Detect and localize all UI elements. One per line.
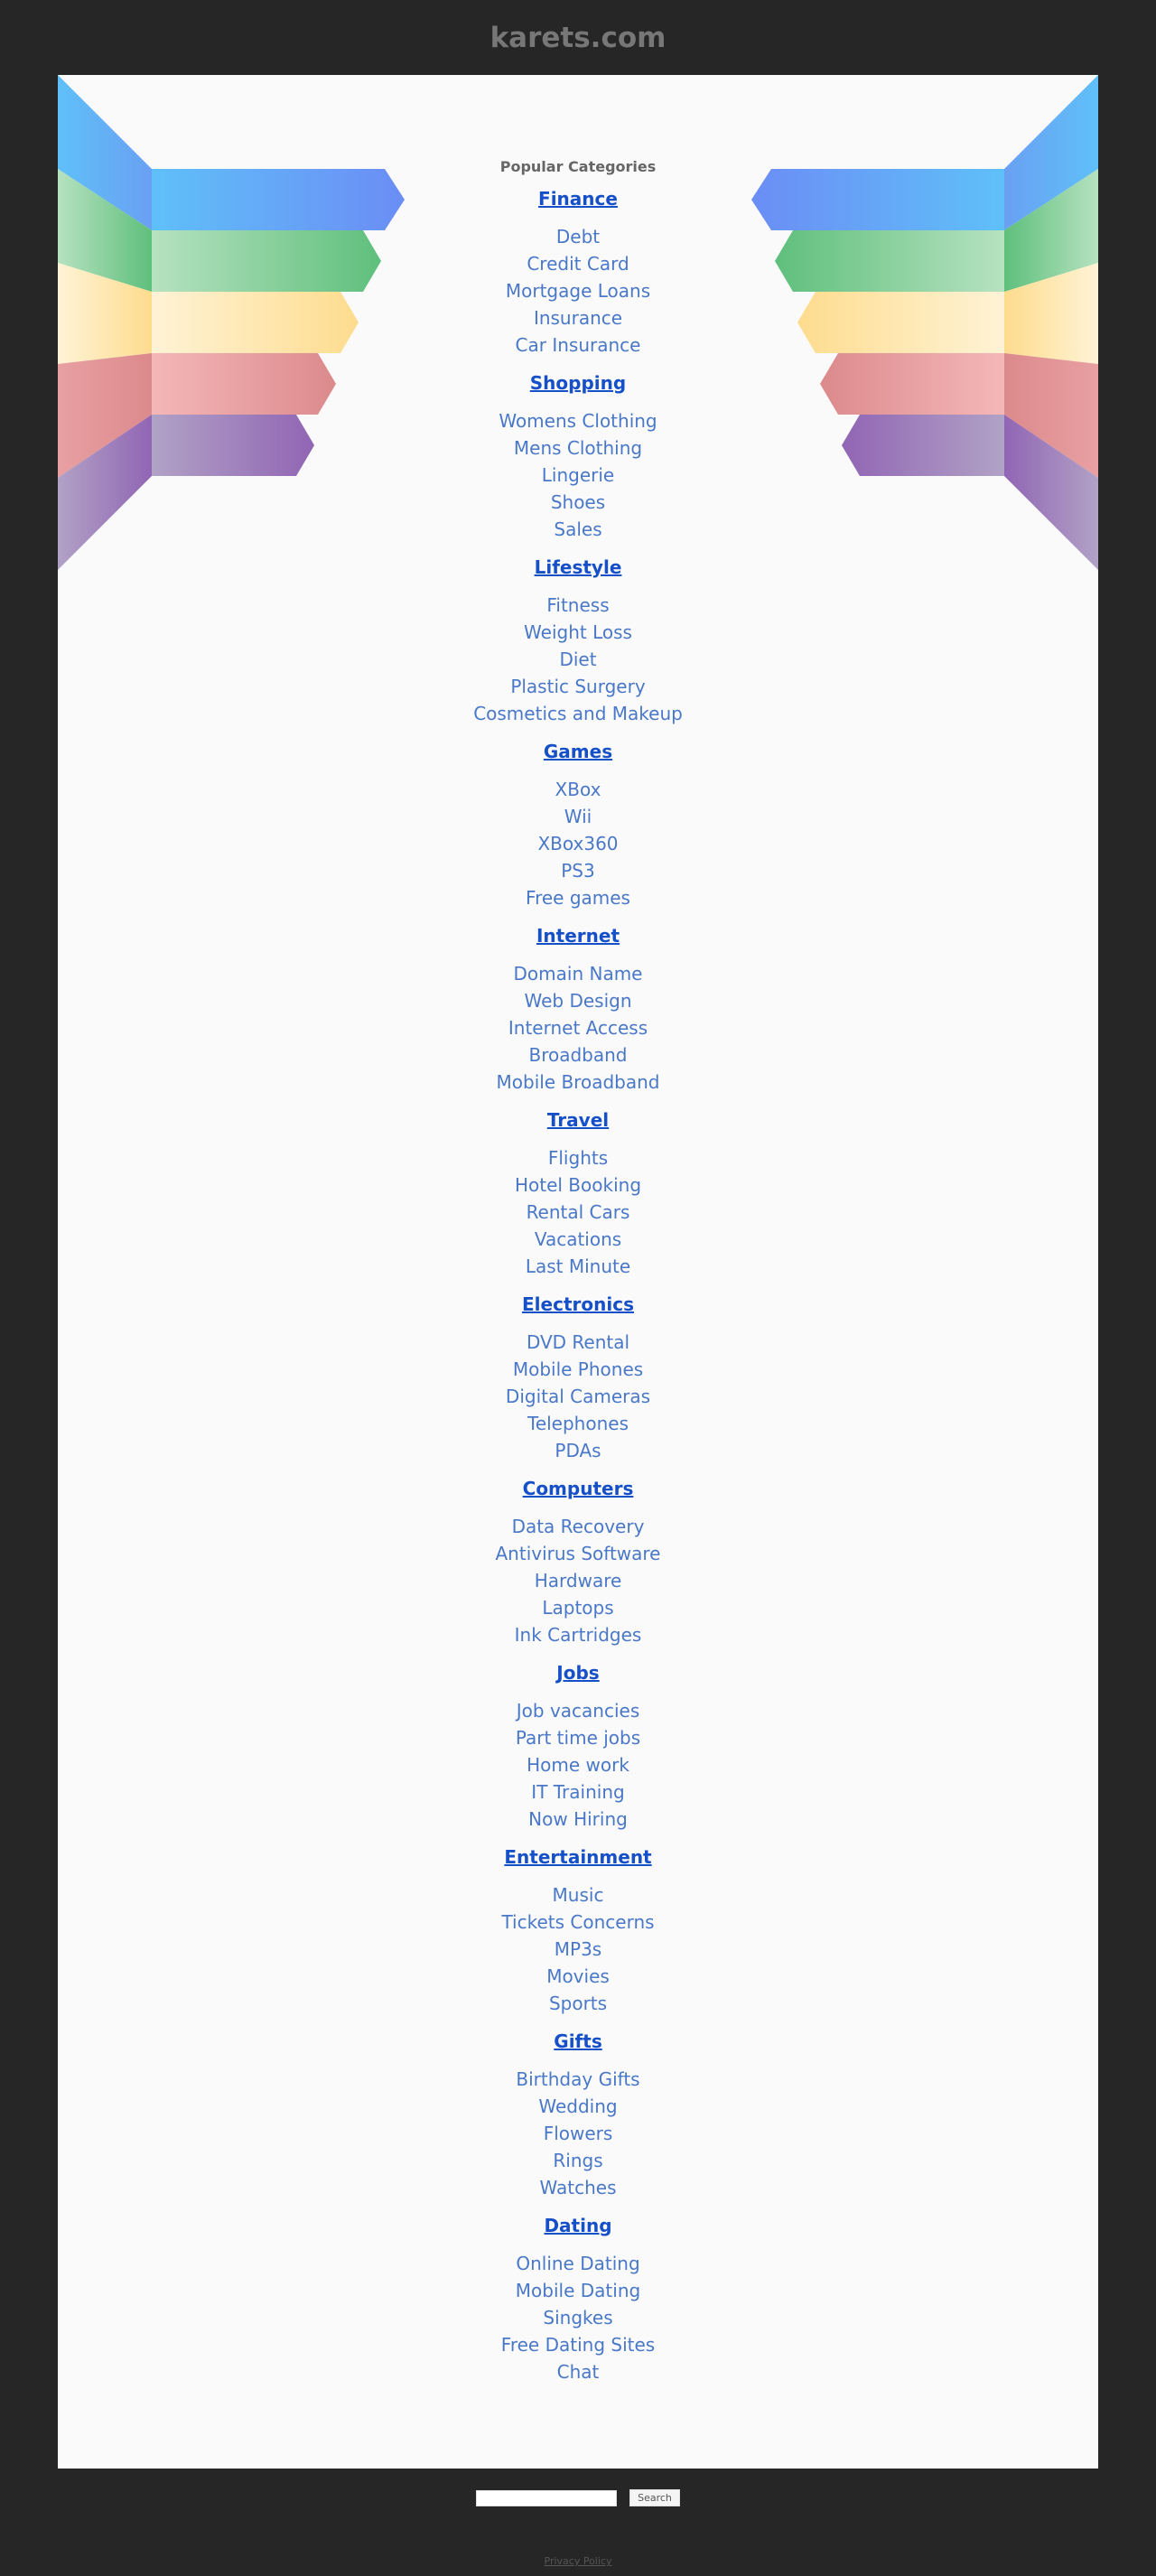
category-item-link[interactable]: Hotel Booking bbox=[514, 1174, 642, 1196]
category-item-link[interactable]: Diet bbox=[559, 649, 597, 670]
list-item bbox=[58, 2120, 1098, 2147]
list-item bbox=[58, 1697, 1098, 1724]
category-heading-link[interactable]: Electronics bbox=[522, 1293, 634, 1315]
list-item bbox=[58, 331, 1098, 359]
category-item-link[interactable]: Flowers bbox=[543, 2123, 613, 2144]
category-item-link[interactable]: Last Minute bbox=[525, 1255, 631, 1277]
list-item bbox=[58, 1594, 1098, 1621]
category-item-link[interactable]: Free Dating Sites bbox=[500, 2334, 656, 2356]
category-heading-link[interactable]: Lifestyle bbox=[534, 556, 622, 578]
list-item bbox=[58, 1171, 1098, 1199]
category-heading-link[interactable]: Travel bbox=[546, 1109, 610, 1131]
category-item-link[interactable]: Debt bbox=[555, 226, 601, 247]
list-item bbox=[58, 803, 1098, 830]
category-list bbox=[58, 187, 1098, 2385]
category-item-link[interactable]: Hardware bbox=[534, 1570, 622, 1591]
category-items bbox=[58, 1144, 1098, 1280]
category-item-link[interactable]: Insurance bbox=[533, 307, 623, 329]
footer bbox=[0, 2551, 1156, 2568]
category-item-link[interactable]: Wedding bbox=[538, 2095, 618, 2117]
list-item bbox=[58, 592, 1098, 619]
category-item-link[interactable]: Free games bbox=[526, 887, 630, 909]
main-panel bbox=[58, 75, 1098, 2469]
category-block bbox=[58, 2030, 1098, 2201]
category-item-link[interactable]: Mobile Dating bbox=[515, 2280, 641, 2301]
category-items bbox=[58, 223, 1098, 359]
list-item bbox=[58, 2066, 1098, 2093]
category-item-link[interactable]: Birthday Gifts bbox=[516, 2068, 640, 2090]
search-input[interactable] bbox=[476, 2490, 617, 2506]
category-item-link[interactable]: Data Recovery bbox=[511, 1516, 645, 1537]
category-items bbox=[58, 592, 1098, 727]
list-item bbox=[58, 1621, 1098, 1648]
category-item-link[interactable]: Mortgage Loans bbox=[505, 280, 651, 302]
category-item-link[interactable]: Home work bbox=[527, 1754, 629, 1776]
privacy-policy-link[interactable]: Privacy Policy bbox=[544, 2555, 612, 2567]
category-item-link[interactable]: Cosmetics and Makeup bbox=[473, 703, 683, 724]
category-items bbox=[58, 1881, 1098, 2017]
category-item-link[interactable]: PDAs bbox=[555, 1440, 601, 1461]
list-item bbox=[58, 223, 1098, 250]
list-item bbox=[58, 1936, 1098, 1963]
category-heading-link[interactable]: Jobs bbox=[556, 1662, 600, 1684]
category-item-link[interactable]: Sports bbox=[548, 1993, 608, 2014]
category-item-link[interactable]: Mens Clothing bbox=[513, 437, 643, 459]
category-item-link[interactable]: MP3s bbox=[554, 1938, 602, 1960]
category-item-link[interactable]: Online Dating bbox=[516, 2253, 640, 2274]
list-item bbox=[58, 673, 1098, 700]
category-items bbox=[58, 2250, 1098, 2385]
list-item bbox=[58, 1253, 1098, 1280]
category-item-link[interactable]: Sales bbox=[554, 518, 602, 540]
list-item bbox=[58, 1567, 1098, 1594]
category-block bbox=[58, 1845, 1098, 2017]
list-item bbox=[58, 1724, 1098, 1751]
category-item-link[interactable]: Rings bbox=[553, 2150, 603, 2171]
category-item-link[interactable]: IT Training bbox=[531, 1781, 625, 1803]
list-item bbox=[58, 1540, 1098, 1567]
category-item-link[interactable]: Singkes bbox=[543, 2307, 613, 2329]
category-items bbox=[58, 2066, 1098, 2201]
list-item bbox=[58, 884, 1098, 911]
site-header bbox=[0, 0, 1156, 75]
category-item-link[interactable]: Web Design bbox=[524, 990, 632, 1012]
list-item bbox=[58, 2358, 1098, 2385]
category-item-link[interactable]: Chat bbox=[556, 2361, 600, 2383]
popular-categories bbox=[58, 158, 1098, 2398]
list-item bbox=[58, 1909, 1098, 1936]
list-item bbox=[58, 1963, 1098, 1990]
list-item bbox=[58, 1069, 1098, 1096]
list-item bbox=[58, 1144, 1098, 1171]
list-item bbox=[58, 462, 1098, 489]
list-item bbox=[58, 776, 1098, 803]
list-item bbox=[58, 830, 1098, 857]
list-item bbox=[58, 434, 1098, 462]
search-button[interactable]: Search bbox=[629, 2489, 680, 2506]
list-item bbox=[58, 1513, 1098, 1540]
category-block bbox=[58, 1108, 1098, 1280]
list-item bbox=[58, 407, 1098, 434]
category-heading-link[interactable]: Gifts bbox=[554, 2030, 602, 2052]
category-item-link[interactable]: Tickets Concerns bbox=[501, 1911, 655, 1933]
list-item bbox=[58, 516, 1098, 543]
list-item bbox=[58, 277, 1098, 304]
list-item bbox=[58, 1041, 1098, 1069]
category-block bbox=[58, 1477, 1098, 1648]
list-item bbox=[58, 1437, 1098, 1464]
category-item-link[interactable]: Womens Clothing bbox=[499, 410, 657, 432]
list-item bbox=[58, 646, 1098, 673]
list-item bbox=[58, 1410, 1098, 1437]
list-item bbox=[58, 1778, 1098, 1806]
category-item-link[interactable]: Antivirus Software bbox=[495, 1543, 661, 1564]
list-item bbox=[58, 1881, 1098, 1909]
category-item-link[interactable]: DVD Rental bbox=[526, 1331, 630, 1353]
category-item-link[interactable]: Job vacancies bbox=[516, 1700, 640, 1722]
category-item-link[interactable]: Laptops bbox=[542, 1597, 614, 1619]
search-bar bbox=[0, 2489, 1156, 2506]
category-item-link[interactable]: Fitness bbox=[546, 594, 610, 616]
category-item-link[interactable]: Mobile Phones bbox=[512, 1358, 644, 1380]
list-item bbox=[58, 960, 1098, 987]
category-item-link[interactable]: Digital Cameras bbox=[505, 1386, 651, 1407]
category-item-link[interactable]: Wii bbox=[564, 806, 592, 827]
category-items bbox=[58, 1329, 1098, 1464]
category-item-link[interactable]: Ink Cartridges bbox=[514, 1624, 642, 1646]
category-items bbox=[58, 1513, 1098, 1648]
list-item bbox=[58, 2331, 1098, 2358]
popular-categories-label: Popular Categories bbox=[499, 158, 657, 175]
category-item-link[interactable]: Internet Access bbox=[508, 1017, 648, 1039]
category-item-link[interactable]: Music bbox=[552, 1884, 604, 1906]
category-item-link[interactable]: Rental Cars bbox=[526, 1201, 630, 1223]
category-items bbox=[58, 776, 1098, 911]
category-items bbox=[58, 1697, 1098, 1833]
category-block bbox=[58, 1661, 1098, 1833]
list-item bbox=[58, 1806, 1098, 1833]
category-items bbox=[58, 407, 1098, 543]
list-item bbox=[58, 2250, 1098, 2277]
category-item-link[interactable]: Flights bbox=[547, 1147, 609, 1169]
list-item bbox=[58, 987, 1098, 1014]
category-items bbox=[58, 960, 1098, 1096]
list-item bbox=[58, 1329, 1098, 1356]
category-item-link[interactable]: XBox bbox=[555, 779, 601, 800]
category-item-link[interactable]: Telephones bbox=[527, 1413, 629, 1434]
list-item bbox=[58, 857, 1098, 884]
category-item-link[interactable]: XBox360 bbox=[537, 833, 619, 854]
list-item bbox=[58, 1014, 1098, 1041]
category-item-link[interactable]: Mobile Broadband bbox=[496, 1071, 660, 1093]
category-block bbox=[58, 924, 1098, 1096]
list-item bbox=[58, 2147, 1098, 2174]
category-item-link[interactable]: Lingerie bbox=[541, 464, 615, 486]
category-item-link[interactable]: Shoes bbox=[550, 491, 606, 513]
category-item-link[interactable]: Car Insurance bbox=[515, 334, 641, 356]
category-heading-link[interactable]: Entertainment bbox=[504, 1846, 652, 1868]
category-block bbox=[58, 555, 1098, 727]
list-item bbox=[58, 304, 1098, 331]
list-item bbox=[58, 2277, 1098, 2304]
category-item-link[interactable]: Broadband bbox=[528, 1044, 628, 1066]
category-block bbox=[58, 2214, 1098, 2385]
category-item-link[interactable]: Credit Card bbox=[527, 253, 629, 275]
category-heading-link[interactable]: Computers bbox=[522, 1478, 634, 1499]
list-item bbox=[58, 2174, 1098, 2201]
category-item-link[interactable]: Domain Name bbox=[513, 963, 643, 985]
list-item bbox=[58, 2304, 1098, 2331]
category-heading-link[interactable]: Dating bbox=[544, 2215, 612, 2236]
category-item-link[interactable]: Part time jobs bbox=[515, 1727, 641, 1749]
list-item bbox=[58, 2093, 1098, 2120]
category-block bbox=[58, 371, 1098, 543]
list-item bbox=[58, 489, 1098, 516]
site-title: karets.com bbox=[489, 21, 667, 54]
category-item-link[interactable]: Watches bbox=[539, 2177, 617, 2198]
list-item bbox=[58, 1383, 1098, 1410]
list-item bbox=[58, 1990, 1098, 2017]
category-item-link[interactable]: Plastic Surgery bbox=[510, 676, 646, 697]
list-item bbox=[58, 1199, 1098, 1226]
list-item bbox=[58, 1356, 1098, 1383]
category-heading-link[interactable]: Shopping bbox=[529, 372, 627, 394]
category-item-link[interactable]: Vacations bbox=[534, 1228, 622, 1250]
list-item bbox=[58, 1751, 1098, 1778]
category-item-link[interactable]: Movies bbox=[546, 1965, 610, 1987]
category-block bbox=[58, 187, 1098, 359]
category-block bbox=[58, 740, 1098, 911]
category-heading-link[interactable]: Finance bbox=[538, 188, 618, 210]
category-item-link[interactable]: PS3 bbox=[561, 860, 595, 882]
category-item-link[interactable]: Now Hiring bbox=[528, 1808, 628, 1830]
category-item-link[interactable]: Weight Loss bbox=[524, 621, 632, 643]
category-block bbox=[58, 1293, 1098, 1464]
category-heading-link[interactable]: Games bbox=[543, 741, 613, 762]
list-item bbox=[58, 619, 1098, 646]
list-item bbox=[58, 700, 1098, 727]
list-item bbox=[58, 250, 1098, 277]
category-heading-link[interactable]: Internet bbox=[536, 925, 620, 947]
list-item bbox=[58, 1226, 1098, 1253]
